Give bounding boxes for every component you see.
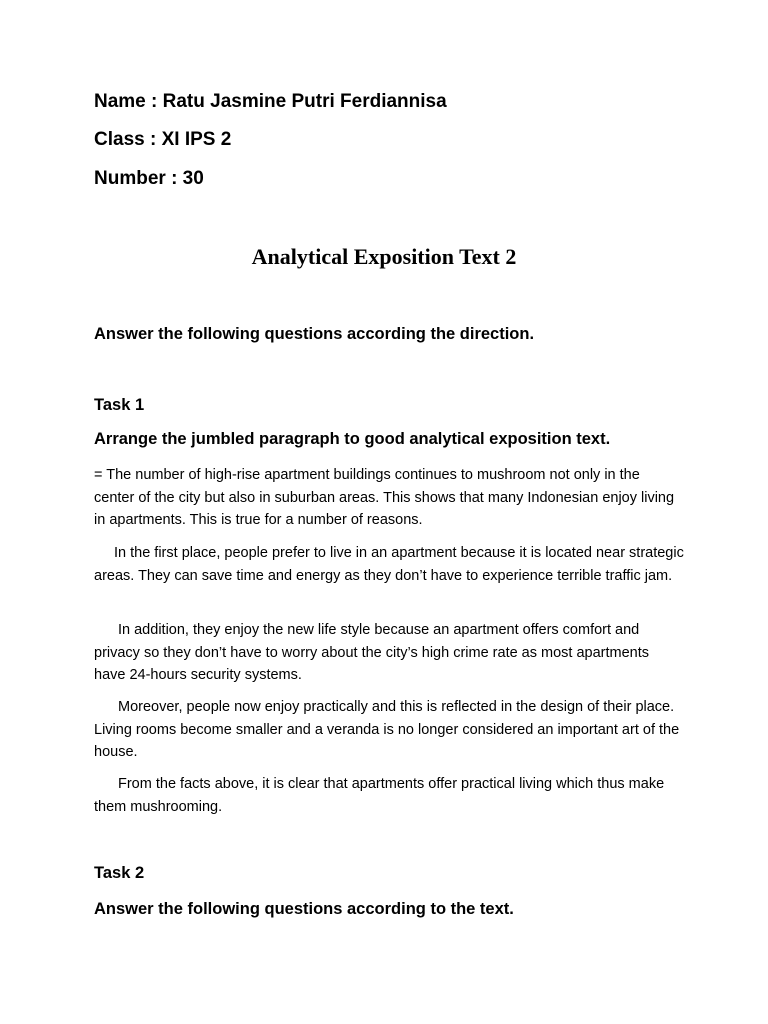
student-class: Class : XI IPS 2 [94, 129, 232, 150]
paragraph-1: = The number of high-rise apartment buildings continues to mushroom not only in the center of the city but also in suburban areas. This shows that many Indonesian enjoy living in apartments. This is true for a number of reasons. [94, 467, 675, 528]
paragraph-3: In addition, they enjoy the new life style because an apartment offers comfort and privacy so they don’t have to worry about the city’s high crime rate as most apartments have 24-hours security systems. [94, 622, 650, 683]
student-name: Name : Ratu Jasmine Putri Ferdiannisa [94, 91, 447, 112]
paragraph-4-block [94, 696, 684, 764]
task2-heading: Answer the following questions according to the text. [94, 900, 514, 918]
paragraph-3-block [94, 619, 684, 687]
document-title: Analytical Exposition Text 2 [251, 244, 517, 269]
paragraph-5: From the facts above, it is clear that apartments offer practical living which thus make them mushrooming. [94, 776, 665, 815]
instructions: Answer the following questions according the direction. [94, 325, 535, 343]
paragraph-4: Moreover, people now enjoy practically and this is reflected in the design of their place. Living rooms become smaller and a veranda is no longer considered an important art of the house. [94, 699, 680, 760]
student-number: Number : 30 [94, 168, 204, 189]
task2-label: Task 2 [94, 864, 145, 882]
task1-label: Task 1 [94, 396, 145, 414]
paragraph-5-block [94, 773, 684, 818]
paragraph-2: In the first place, people prefer to live in an apartment because it is located near strategic areas. They can save time and energy as they don’t have to experience terrible traffic jam. [94, 545, 684, 584]
paragraph-2-block [94, 542, 684, 587]
task1-heading: Arrange the jumbled paragraph to good analytical exposition text. [94, 430, 611, 448]
